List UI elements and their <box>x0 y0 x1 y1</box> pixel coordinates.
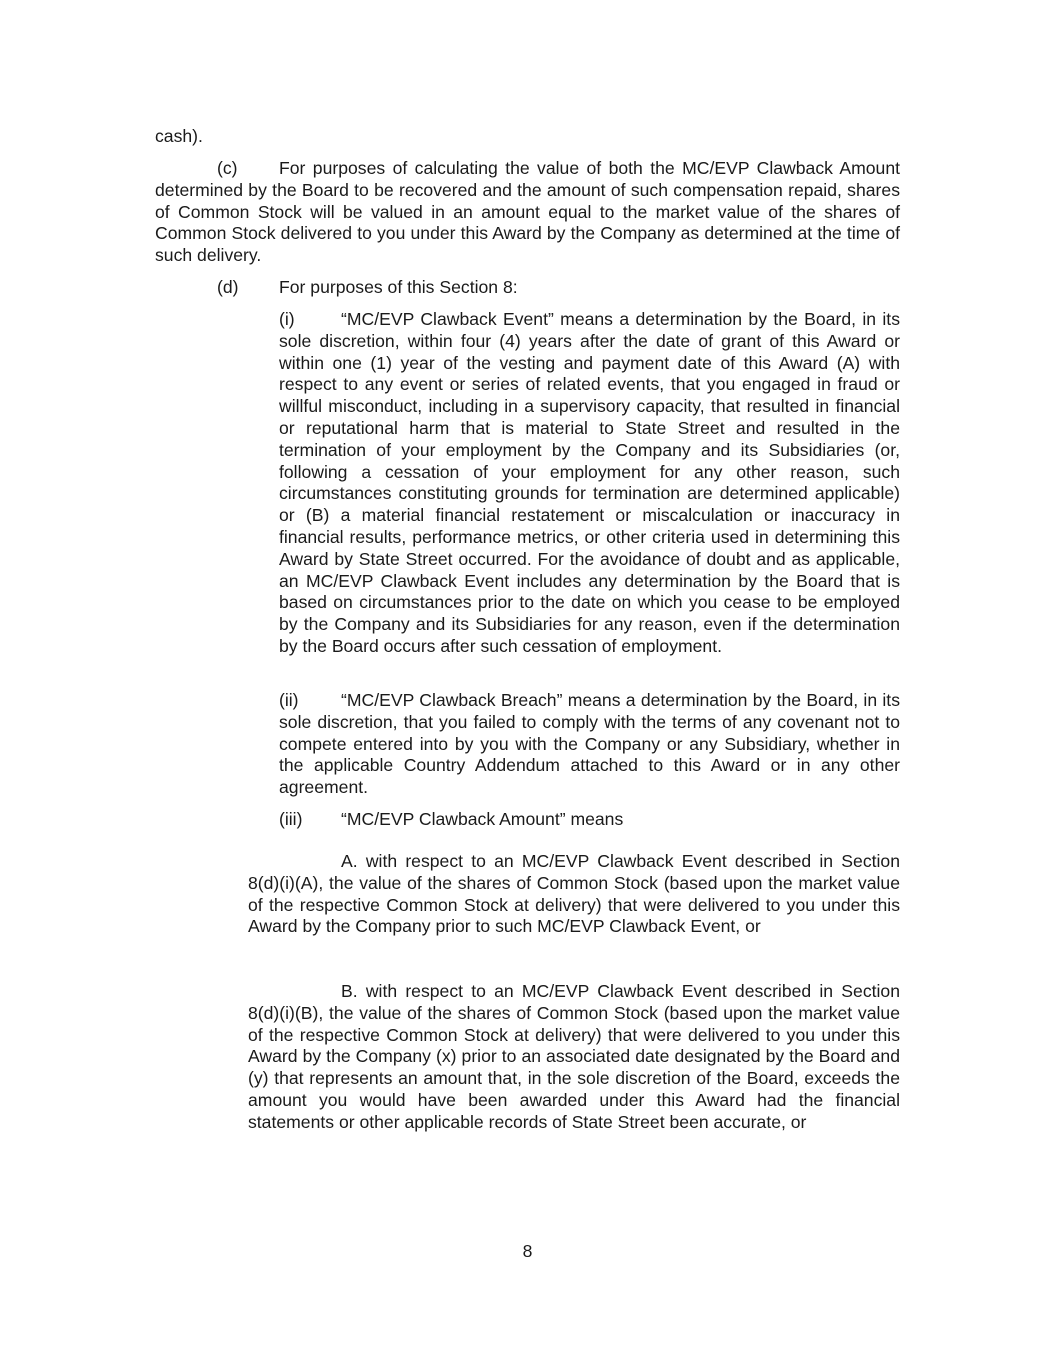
paragraph-iii-text: “MC/EVP Clawback Amount” means <box>341 809 624 829</box>
paragraph-i-marker: (i) <box>279 309 295 329</box>
page-number: 8 <box>522 1241 533 1261</box>
paragraph-iii-marker: (iii) <box>279 809 303 829</box>
paragraph-c <box>155 158 900 267</box>
paragraph-d <box>217 277 900 299</box>
paragraph-i-text: “MC/EVP Clawback Event” means a determination by the Board, in its sole discretion, within four (4) years after the date of grant of this Award or within one (1) year of the vesting and payment date of this Award (A) with respect to any event or series of related events, that you engaged in fraud or willful misconduct, including in a supervisory capacity, that resulted in financial or reputational harm that is material to State Street and resulted in the termination of your employment by the Company and its Subsidiaries (or, following a cessation of your employment for any other reason, such circumstances constituting grounds for termination are determined applicable) or (B) a material financial restatement or miscalculation or inaccuracy in financial results, performance metrics, or other criteria used in determining this Award by State Street occurred. For the avoidance of doubt and as applicable, an MC/EVP Clawback Event includes any determination by the Board that is based on circumstances prior to the date on which you cease to be employed by the Company and its Subsidiaries for any reason, even if the determination by the Board occurs after such cessation of employment. <box>279 309 900 656</box>
paragraph-ii <box>279 690 900 799</box>
paragraph-ii-text: “MC/EVP Clawback Breach” means a determination by the Board, in its sole discretion, that you failed to comply with the terms of any covenant not to compete entered into by you with the Company or any Subsidiary, whether in the applicable Country Addendum attached to this Award or in any other agreement. <box>279 690 900 798</box>
paragraph-b: B. with respect to an MC/EVP Clawback Event described in Section 8(d)(i)(B), the value of the shares of Common Stock (based upon the market value of the respective Common Stock at delivery) that were delivered to you under this Award by the Company (x) prior to an associated date designated by the Board and (y) that represents an amount that, in the sole discretion of the Board, exceeds the amount you would have been awarded under this Award had the financial statements or other applicable records of State Street been accurate, or <box>248 981 900 1132</box>
paragraph-c-text: For purposes of calculating the value of both the MC/EVP Clawback Amount determined by the Board to be recovered and the amount of such compensation repaid, shares of Common Stock will be valued in an amount equal to the market value of the shares of Common Stock delivered to you under this Award by the Company as determined at the time of such delivery. <box>155 158 900 266</box>
paragraph-d-marker: (d) <box>217 277 239 297</box>
paragraph-c-marker: (c) <box>217 158 238 178</box>
continuation-text: cash). <box>155 126 203 146</box>
paragraph-d-text: For purposes of this Section 8: <box>279 277 518 297</box>
paragraph-i <box>279 309 900 658</box>
paragraph-ii-marker: (ii) <box>279 690 299 710</box>
paragraph-iii <box>279 809 900 831</box>
paragraph-a: A. with respect to an MC/EVP Clawback Event described in Section 8(d)(i)(A), the value of the shares of Common Stock (based upon the market value of the respective Common Stock at delivery) that were delivered to you under this Award by the Company prior to such MC/EVP Clawback Event, or <box>248 851 900 937</box>
